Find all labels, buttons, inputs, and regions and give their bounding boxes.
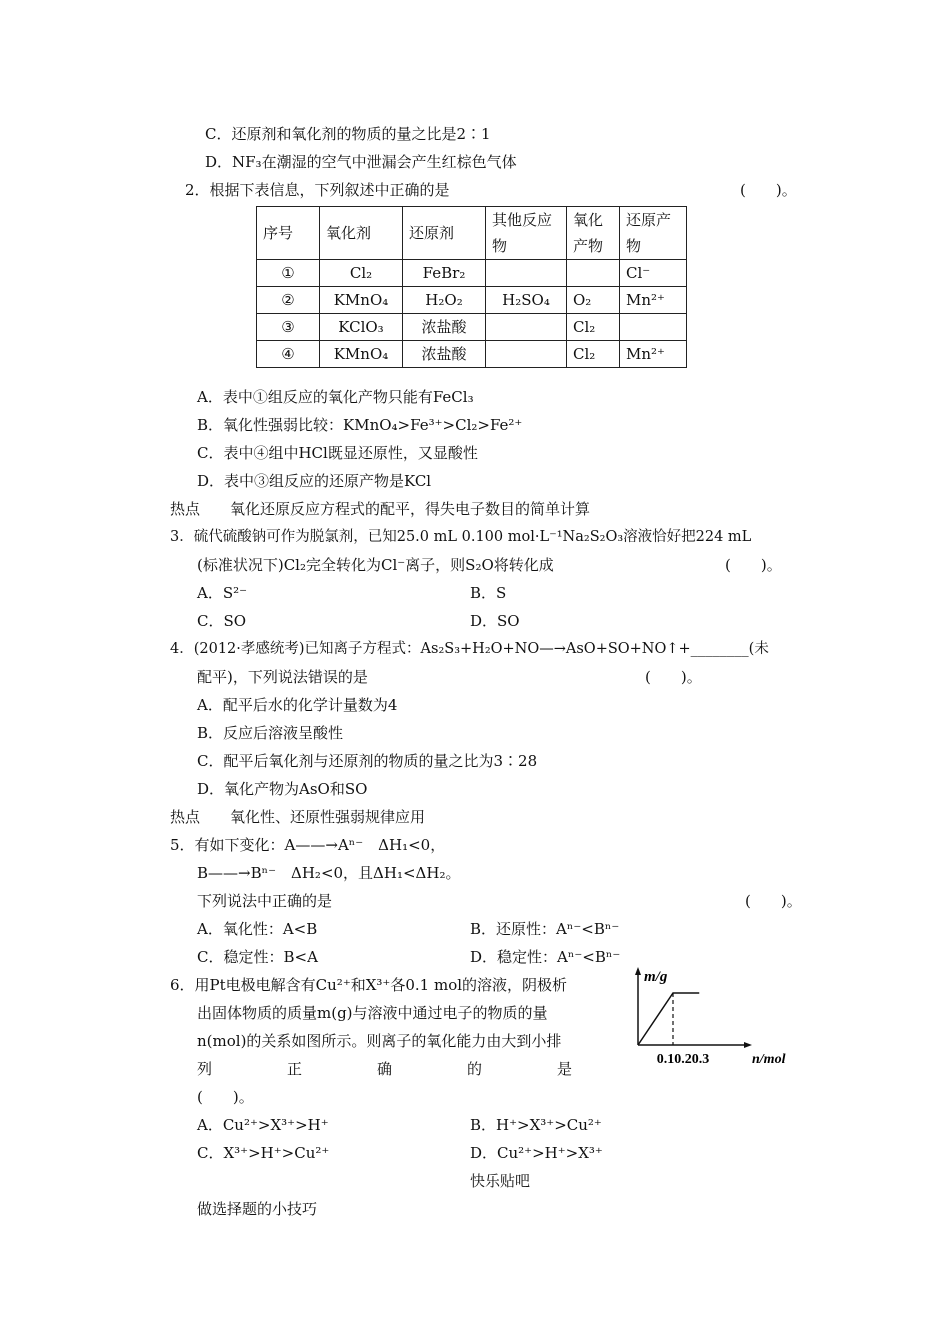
- table-header: 序号: [257, 207, 320, 260]
- option-2d: D．表中③组反应的还原产物是KCl: [197, 472, 432, 490]
- option-2a: A．表中①组反应的氧化产物只能有FeCl₃: [197, 388, 474, 406]
- option-5d: D．稳定性：Aⁿ⁻<Bⁿ⁻: [470, 948, 621, 966]
- table-cell: Cl₂: [320, 260, 403, 287]
- option-4b: B．反应后溶液呈酸性: [197, 724, 344, 742]
- question-6-line4: 列 正 确 的 是: [197, 1060, 573, 1078]
- x-axis-label: n/mol: [752, 1052, 786, 1067]
- question-2: 2．根据下表信息，下列叙述中正确的是: [185, 181, 450, 199]
- table-cell: Mn²⁺: [620, 287, 687, 314]
- y-axis-label: m/g: [644, 969, 668, 985]
- table-header: 氧化 产物: [567, 207, 620, 260]
- option-c1: C．还原剂和氧化剂的物质的量之比是2∶1: [205, 125, 491, 143]
- table-header: 氧化剂: [320, 207, 403, 260]
- option-d1: D．NF₃在潮湿的空气中泄漏会产生红棕色气体: [205, 153, 517, 171]
- table-row: [257, 341, 687, 368]
- question-6-line3: n(mol)的关系如图所示。则离子的氧化能力由大到小排: [197, 1032, 562, 1050]
- reaction-table: [256, 206, 687, 368]
- option-5a: A．氧化性：A<B: [197, 920, 318, 938]
- answer-paren-3: ( )。: [725, 556, 782, 574]
- option-2b: B．氧化性强弱比较：KMnO₄>Fe³⁺>Cl₂>Fe²⁺: [197, 416, 523, 434]
- question-5-line3: 下列说法中正确的是: [197, 892, 333, 910]
- table-cell: H₂SO₄: [486, 287, 567, 314]
- x-tick-label: 0.2: [674, 1052, 692, 1067]
- answer-paren-2: ( )。: [740, 181, 797, 199]
- option-6a: A．Cu²⁺>X³⁺>H⁺: [197, 1116, 329, 1134]
- question-6-line2: 出固体物质的质量m(g)与溶液中通过电子的物质的量: [197, 1004, 548, 1022]
- option-6b: B．H⁺>X³⁺>Cu²⁺: [470, 1116, 602, 1134]
- table-cell: ②: [257, 287, 320, 314]
- question-4-line2: 配平)，下列说法错误的是: [197, 668, 368, 686]
- table-cell: Cl₂: [567, 341, 620, 368]
- table-cell: [620, 314, 687, 341]
- table-row: [257, 260, 687, 287]
- table-cell: [486, 260, 567, 287]
- question-5: 5．有如下变化：A——→Aⁿ⁻ ΔH₁<0，: [170, 836, 446, 854]
- table-cell: Cl₂: [567, 314, 620, 341]
- question-3-line2: (标准状况下)Cl₂完全转化为Cl⁻离子，则S₂O将转化成: [197, 556, 554, 574]
- table-cell: FeBr₂: [403, 260, 486, 287]
- table-row: [257, 314, 687, 341]
- table-header: 还原产 物: [620, 207, 687, 260]
- mass-electron-chart: [630, 965, 810, 1075]
- table-cell: 浓盐酸: [403, 314, 486, 341]
- table-header: 还原剂: [403, 207, 486, 260]
- option-6c: C．X³⁺>H⁺>Cu²⁺: [197, 1144, 330, 1162]
- table-cell: 浓盐酸: [403, 341, 486, 368]
- question-6: 6．用Pt电极电解含有Cu²⁺和X³⁺各0.1 mol的溶液，阴极析: [170, 976, 568, 994]
- table-cell: ④: [257, 341, 320, 368]
- table-header: 其他反应 物: [486, 207, 567, 260]
- option-4d: D．氧化产物为AsO和SO: [197, 780, 368, 798]
- table-cell: Mn²⁺: [620, 341, 687, 368]
- option-3b: B．S: [470, 584, 507, 602]
- y-axis-arrow: [635, 967, 641, 975]
- table-cell: ①: [257, 260, 320, 287]
- data-series-line: [638, 993, 699, 1045]
- answer-paren-5: ( )。: [745, 892, 802, 910]
- x-tick-label: 0.1: [656, 1052, 675, 1067]
- x-axis-arrow: [744, 1042, 752, 1048]
- option-4a: A．配平后水的化学计量数为4: [197, 696, 398, 714]
- option-2c: C．表中④组中HCl既显还原性，又显酸性: [197, 444, 478, 462]
- table-cell: ③: [257, 314, 320, 341]
- happy-corner-title: 快乐贴吧: [470, 1172, 531, 1190]
- table-cell: [567, 260, 620, 287]
- option-3a: A．S²⁻: [197, 584, 248, 602]
- table-cell: [486, 341, 567, 368]
- hotspot-heading-2: 热点 氧化性、还原性强弱规律应用: [170, 808, 426, 826]
- option-5b: B．还原性：Aⁿ⁻<Bⁿ⁻: [470, 920, 620, 938]
- table-header-row: [257, 207, 687, 260]
- x-tick-label: 0.3: [691, 1052, 710, 1067]
- option-6d: D．Cu²⁺>H⁺>X³⁺: [470, 1144, 603, 1162]
- tip-title: 做选择题的小技巧: [197, 1200, 318, 1218]
- answer-paren-4: ( )。: [645, 668, 702, 686]
- table-cell: KMnO₄: [320, 287, 403, 314]
- hotspot-heading-1: 热点 氧化还原反应方程式的配平，得失电子数目的简单计算: [170, 500, 591, 518]
- option-4c: C．配平后氧化剂与还原剂的物质的量之比为3∶28: [197, 752, 538, 770]
- table-cell: [486, 314, 567, 341]
- answer-paren-6: ( )。: [197, 1088, 254, 1106]
- table-cell: Cl⁻: [620, 260, 687, 287]
- table-cell: KMnO₄: [320, 341, 403, 368]
- question-3: 3．硫代硫酸钠可作为脱氯剂，已知25.0 mL 0.100 mol·L⁻¹Na₂S₂O₃溶液恰好把224 mL: [170, 529, 752, 545]
- table-row: [257, 287, 687, 314]
- question-5-line2: B——→Bⁿ⁻ ΔH₂<0，且ΔH₁<ΔH₂。: [197, 864, 461, 882]
- option-3c: C．SO: [197, 612, 247, 630]
- question-4: 4．(2012·孝感统考)已知离子方程式：As₂S₃+H₂O+NO—→AsO+SO+NO↑+________(未: [170, 641, 769, 657]
- option-3d: D．SO: [470, 612, 520, 630]
- table-cell: H₂O₂: [403, 287, 486, 314]
- option-5c: C．稳定性：B<A: [197, 948, 318, 966]
- table-cell: O₂: [567, 287, 620, 314]
- table-cell: KClO₃: [320, 314, 403, 341]
